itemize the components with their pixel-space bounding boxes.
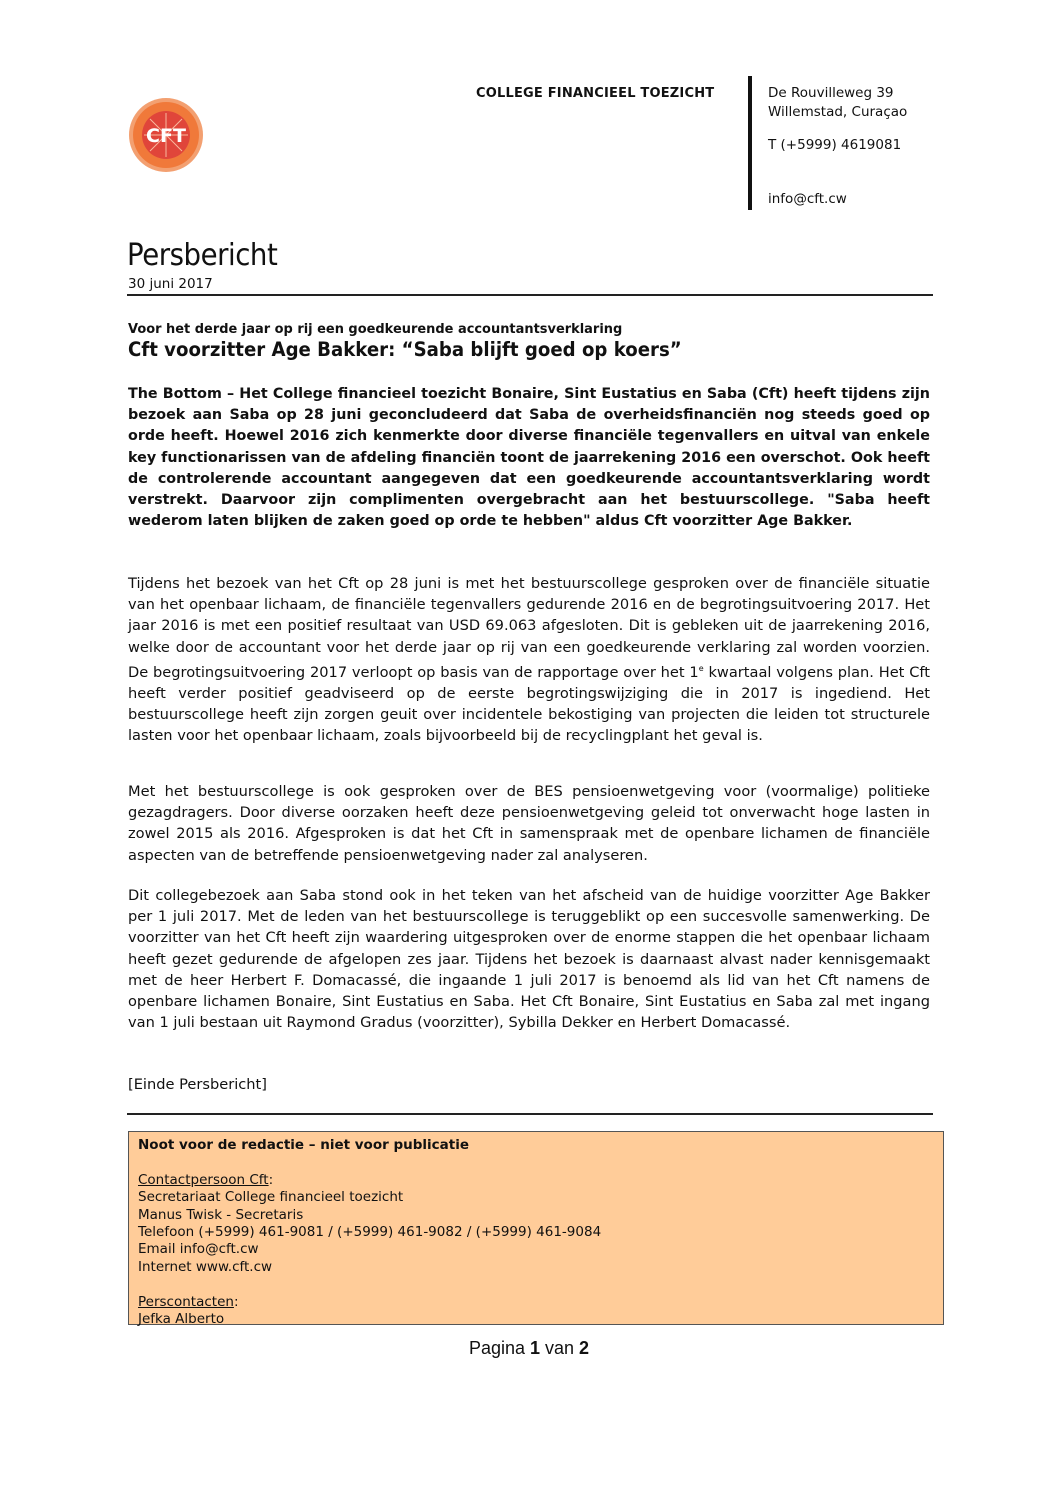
total-pages: 2	[579, 1338, 590, 1358]
cft-logo-icon	[128, 97, 204, 173]
press-contact: Jefka Alberto	[138, 1311, 225, 1328]
logo-text: CFT	[146, 125, 186, 147]
subheading: Voor het derde jaar op rij een goedkeurende accountantsverklaring	[128, 321, 623, 337]
press-label: Perscontacten	[138, 1293, 234, 1310]
spacer	[138, 1276, 934, 1293]
spacer	[138, 1154, 934, 1171]
header-phone: T (+5999) 4619081	[768, 137, 902, 153]
paragraph-text: Tijdens het bezoek van het Cft op 28 juni is met het bestuurscollege gesproken over de financiële situatie van het openbaar lichaam, de financiële tegenvallers gedurende 2016 en de begrotingsuitvoering 2017. Het jaar 2016 is met een positief resultaat van USD 69.063 afgesloten. Dit is gebleken uit de jaarrekening 2016, welke door de accountant voor het derde jaar op rij van een goedkeurende verklaring zal worden voorzien. De begrotingsuitvoering 2017 verloopt op basis van de rapportage over het 1	[128, 575, 930, 681]
end-marker: [Einde Persbericht]	[128, 1076, 267, 1093]
contact-label: Contactpersoon Cft	[138, 1171, 269, 1188]
ordinal-superscript: e	[698, 663, 704, 673]
contact-heading: Contactpersoon Cft:	[138, 1171, 274, 1188]
paragraph-text: kwartaal volgens plan. Het Cft heeft verder positief geadviseerd op de eerste begrotingswijziging die in 2017 is ingediend. Het bestuurscollege heeft zijn zorgen geuit over incidentele bekostiging van projecten die leiden tot structurele lasten voor het openbaar lichaam, zoals bijvoorbeeld bij de recyclingplant het geval is.	[128, 663, 930, 745]
organization-name: COLLEGE FINANCIEEL TOEZICHT	[476, 86, 715, 101]
header-divider	[748, 76, 752, 210]
current-page: 1	[530, 1338, 541, 1358]
contact-website[interactable]: Internet www.cft.cw	[138, 1258, 273, 1275]
document-date: 30 juni 2017	[128, 276, 213, 292]
body-paragraph-1	[128, 573, 930, 746]
page-number	[0, 1338, 1058, 1359]
title-divider	[127, 294, 933, 296]
footer-divider	[127, 1113, 933, 1115]
header-email[interactable]: info@cft.cw	[768, 191, 847, 207]
lead-paragraph: The Bottom – Het College financieel toezicht Bonaire, Sint Eustatius en Saba (Cft) heeft tijdens zijn bezoek aan Saba op 28 juni geconcludeerd dat Saba de overheidsfinanciën nog steeds goed op orde heeft. Hoewel 2016 zich kenmerkte door diverse financiële tegenvallers en uitval van enkele key functionarissen van de afdeling financiën toont de jaarrekening 2016 een overschot. Ook heeft de controlerende accountant aangegeven dat een goedkeurende accountantsverklaring wordt verstrekt. Daarvoor zijn complimenten overgebracht aan het bestuurscollege. "Saba heeft wederom laten blijken de zaken goed op orde te hebben" aldus Cft voorzitter Age Bakker.	[128, 386, 930, 530]
note-title: Noot voor de redactie – niet voor publicatie	[138, 1137, 470, 1153]
address-city: Willemstad, Curaçao	[768, 104, 908, 120]
contact-phone: Telefoon (+5999) 461-9081 / (+5999) 461-9082 / (+5999) 461-9084	[138, 1224, 602, 1241]
press-heading: Perscontacten:	[138, 1293, 239, 1310]
contact-line: Manus Twisk - Secretaris	[138, 1206, 304, 1223]
body-paragraph-3: Dit collegebezoek aan Saba stond ook in het teken van het afscheid van de huidige voorzitter Age Bakker per 1 juli 2017. Met de leden van het bestuurscollege is teruggeblikt op een succesvolle samenwerking. De voorzitter van het Cft heeft zijn waardering uitgesproken over de enorme stappen die het openbaar lichaam heeft gezet gedurende de afgelopen zes jaar. Tijdens het bezoek is daarnaast alvast nader kennisgemaakt met de heer Herbert F. Domacassé, die ingaande 1 juli 2017 is benoemd als lid van het Cft namens de openbare lichamen Bonaire, Sint Eustatius en Saba. Het Cft Bonaire, Sint Eustatius en Saba zal met ingang van 1 juli bestaan uit Raymond Gradus (voorzitter), Sybilla Dekker en Herbert Domacassé.	[128, 887, 930, 1032]
contact-email[interactable]: Email info@cft.cw	[138, 1241, 259, 1258]
headline: Cft voorzitter Age Bakker: “Saba blijft goed op koers”	[128, 338, 682, 361]
body-paragraph-2: Met het bestuurscollege is ook gesproken over de BES pensioenwetgeving voor (voormalige) politieke gezagdragers. Door diverse oorzaken heeft deze pensioenwetgeving geleid tot onverwacht hoge lasten in zowel 2015 als 2016. Afgesproken is dat het Cft in samenspraak met de openbare lichamen de financiële aspecten van de betreffende pensioenwetgeving nader zal analyseren.	[128, 783, 930, 864]
editor-note-box	[128, 1131, 944, 1328]
contact-line: Secretariaat College financieel toezicht	[138, 1189, 404, 1206]
page-separator: van	[540, 1338, 580, 1358]
address-street: De Rouvilleweg 39	[768, 85, 894, 101]
document-title: Persbericht	[127, 238, 278, 273]
page-prefix: Pagina	[468, 1338, 530, 1358]
